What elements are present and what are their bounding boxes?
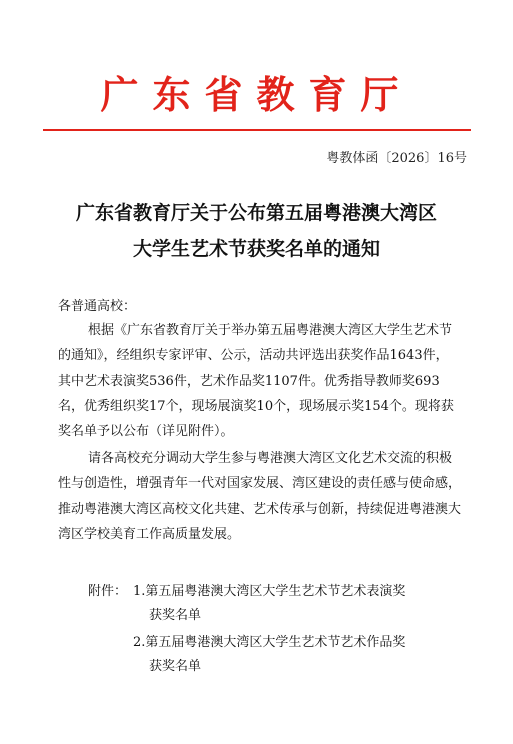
document-title-line-2: 大学生艺术节获奖名单的通知 (132, 238, 380, 260)
salutation: 各普通高校： (58, 299, 137, 314)
attachment-item-1 (133, 580, 463, 628)
letterhead-red-rule (43, 129, 471, 131)
attachments-label: 附件： (88, 584, 128, 599)
attachment-item-2-line-2: 获奖名单 (149, 659, 202, 674)
document-number: 粤教体函〔2026〕16号 (326, 151, 467, 166)
attachment-item-1-line-1: 1.第五届粤港澳大湾区大学生艺术节艺术表演奖 (133, 584, 406, 599)
body-paragraph-2: 请各高校充分调动大学生参与粤港澳大湾区文化艺术交流的积极性与创造性，增强青年一代对国家发展、湾区建设的责任感与使命感，推动粤港澳大湾区高校文化共建、艺术传承与创新，持续促进粤港澳大湾区学校美育工作高质量发展。 (58, 451, 462, 542)
attachment-item-2-line-1: 2.第五届粤港澳大湾区大学生艺术节艺术作品奖 (133, 635, 406, 650)
attachment-item-1-line-2: 获奖名单 (149, 608, 202, 623)
document-title-line-1: 广东省教育厅关于公布第五届粤港澳大湾区 (75, 202, 437, 224)
body-paragraph-1: 根据《广东省教育厅关于举办第五届粤港澳大湾区大学生艺术节的通知》，经组织专家评审、公示，活动共评选出获奖作品1643件，其中艺术表演奖536件，艺术作品奖1107件。优秀指导教师奖693名，优秀组织奖17个，现场展演奖10个，现场展示奖154个。现将获奖名单予以公布（详见附件）。 (58, 323, 454, 440)
letterhead-org-name: 广东省教育厅 (100, 72, 413, 117)
attachment-item-2 (133, 631, 463, 679)
